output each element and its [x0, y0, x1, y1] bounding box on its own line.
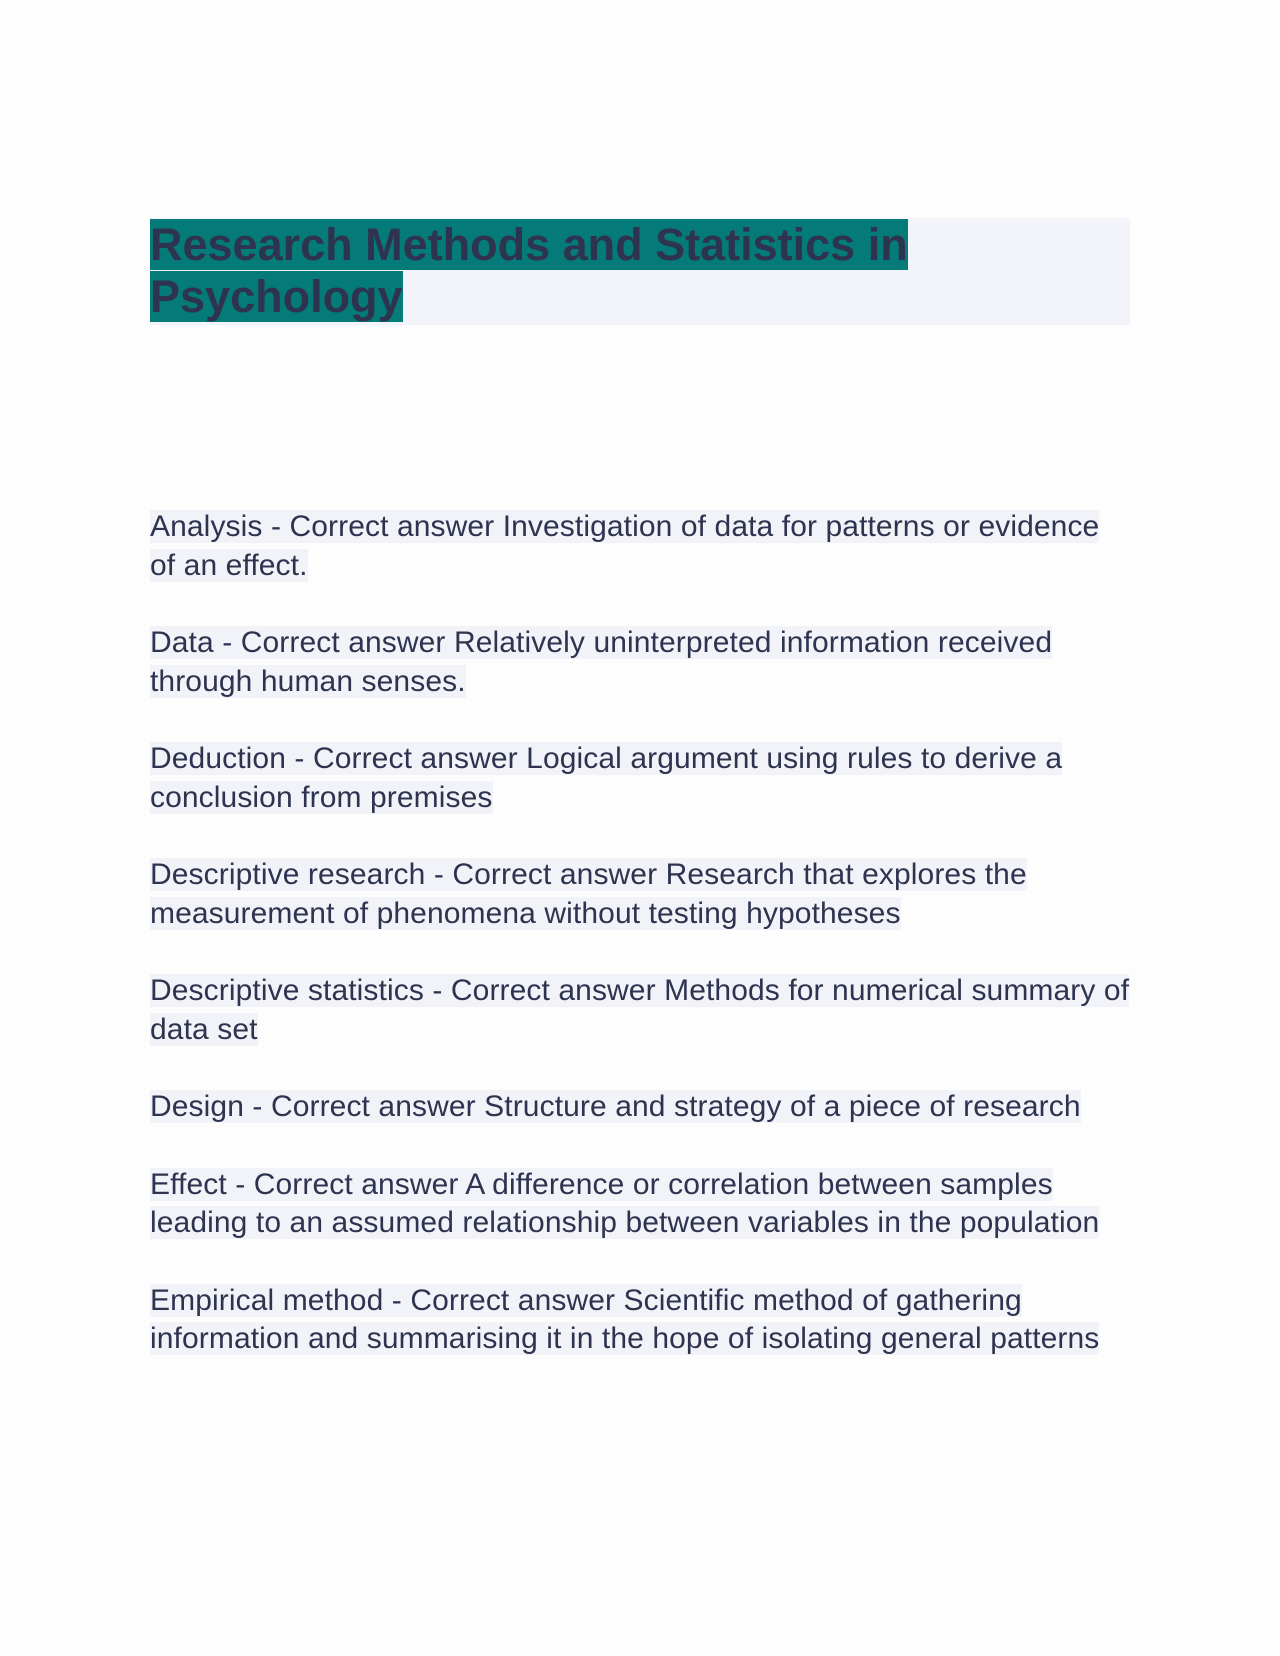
definition-text: Descriptive research - Correct answer Research that explores the measurement of phenomena without testing hypotheses [150, 858, 1027, 930]
definition-text: Effect - Correct answer A difference or correlation between samples leading to an assumed relationship between variables in the population [150, 1167, 1100, 1239]
definition-text: Deduction - Correct answer Logical argument using rules to derive a conclusion from premises [150, 742, 1063, 814]
document-page [150, 218, 1130, 1355]
definition-entry [150, 856, 1130, 933]
definition-entry [150, 1166, 1130, 1243]
definition-entry [150, 1088, 1130, 1127]
definition-entry [150, 1282, 1130, 1359]
document-title [150, 218, 1130, 323]
definition-text: Design - Correct answer Structure and strategy of a piece of research [150, 1090, 1081, 1123]
definition-text: Analysis - Correct answer Investigation of data for patterns or evidence of an effect. [150, 510, 1100, 582]
definition-text: Data - Correct answer Relatively uninterpreted information received through human senses. [150, 626, 1053, 698]
definition-entry [150, 740, 1130, 817]
definition-text: Descriptive statistics - Correct answer Methods for numerical summary of data set [150, 974, 1130, 1046]
definition-entry [150, 508, 1130, 585]
definition-list [150, 508, 1130, 1398]
title-block [150, 218, 1130, 325]
definition-entry [150, 972, 1130, 1049]
definition-text: Empirical method - Correct answer Scientific method of gathering information and summarising it in the hope of isolating general patterns [150, 1283, 1100, 1355]
document-title-text: Research Methods and Statistics in Psychology [150, 219, 908, 322]
definition-entry [150, 624, 1130, 701]
